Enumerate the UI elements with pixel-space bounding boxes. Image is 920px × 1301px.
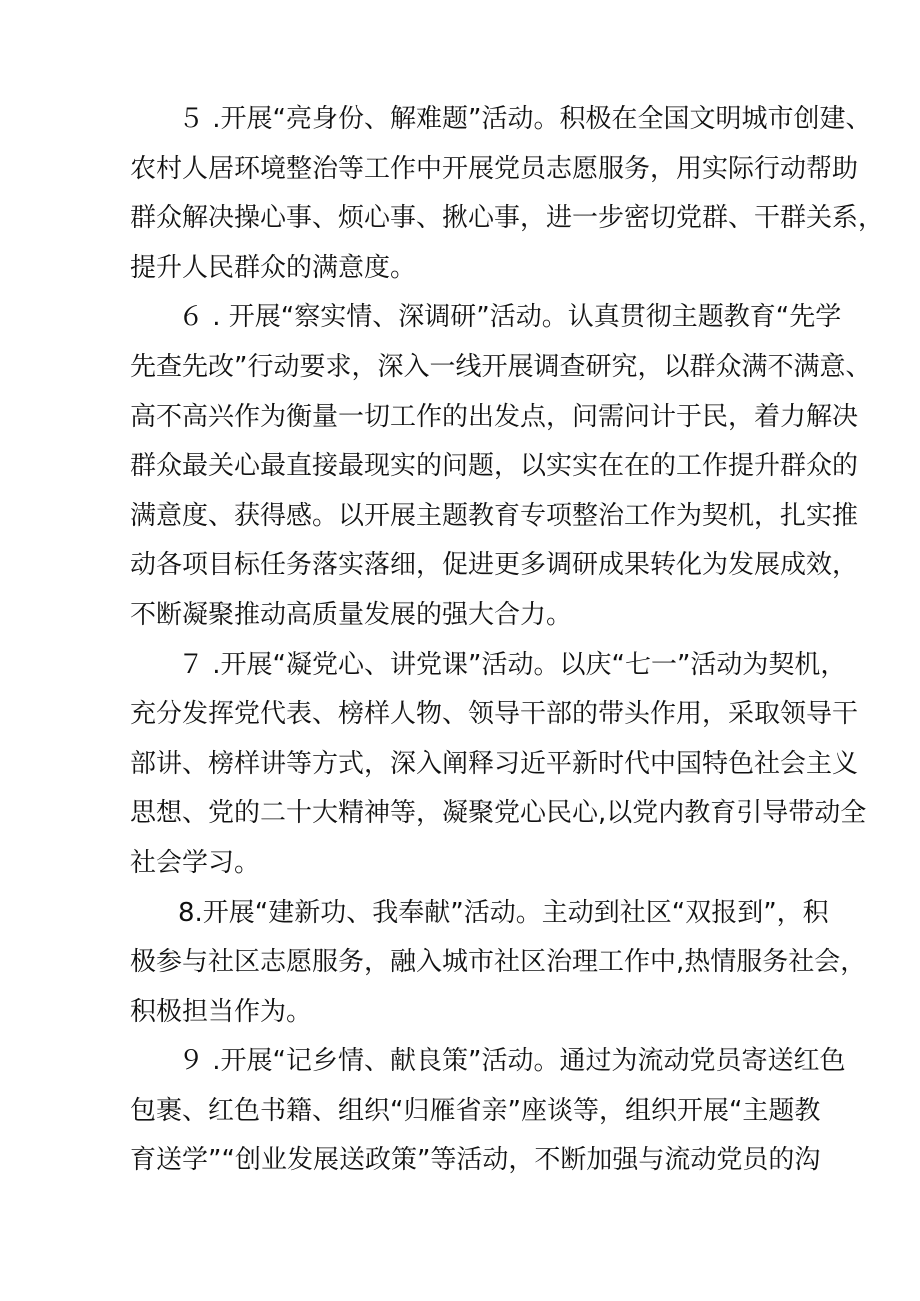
text-line: 农村人居环境整治等工作中开展党员志愿服务，用实际行动帮助 — [130, 153, 859, 184]
text-line: 提升人民群众的满意度。 — [130, 252, 417, 283]
text-line: 先查先改”行动要求，深入一线开展调查研究，以群众满不满意、 — [130, 351, 872, 382]
text-line: 满意度、获得感。以开展主题教育专项整治工作为契机，扎实推 — [130, 500, 859, 531]
text-line: 动各项目标任务落实落细，促进更多调研成果转化为发展成效， — [130, 550, 859, 581]
paragraph-item-8 — [130, 889, 867, 1038]
text-line: 充分发挥党代表、榜样人物、领导干部的带头作用，采取领导干 — [130, 699, 859, 730]
text-line: 部讲、榜样讲等方式，深入阐释习近平新时代中国特色社会主义 — [130, 748, 859, 779]
text-line: 极参与社区志愿服务，融入城市社区治理工作中,热情服务社会， — [130, 947, 867, 978]
text-line: ５ .开展“亮身份、解难题”活动。积极在全国文明城市创建、 — [178, 104, 872, 134]
text-line: 积极担当作为。 — [130, 996, 313, 1027]
text-line: 思想、党的二十大精神等，凝聚党心民心,以党内教育引导带动全 — [130, 798, 867, 829]
text-line: 育送学”“创业发展送政策”等活动，不断加强与流动党员的沟 — [130, 1145, 821, 1176]
text-line: 社会学习。 — [130, 847, 261, 878]
text-line: 群众最关心最直接最现实的问题，以实实在在的工作提升群众的 — [130, 451, 859, 482]
text-line: ７ .开展“凝党心、讲党课”活动。以庆“七一”活动为契机， — [178, 649, 847, 680]
text-line: ９ .开展“记乡情、献良策”活动。通过为流动党员寄送红色 — [178, 1046, 846, 1077]
text-line: 群众解决操心事、烦心事、揪心事，进一步密切党群、干群关系， — [130, 203, 885, 234]
paragraph-item-9 — [130, 1037, 846, 1186]
text-line: 8.开展“建新功、我奉献”活动。主动到社区“双报到”，积 — [178, 897, 829, 928]
text-line: 包裹、红色书籍、组织“归雁省亲”座谈等，组织开展“主题教 — [130, 1095, 821, 1126]
text-line: ６ . 开展“察实情、深调研”活动。认真贯彻主题教育“先学 — [178, 302, 842, 333]
text-line: 高不高兴作为衡量一切工作的出发点，问需问计于民，着力解决 — [130, 401, 859, 432]
document-body — [130, 95, 885, 1186]
paragraph-item-5 — [130, 95, 885, 293]
text-line: 不断凝聚推动高质量发展的强大合力。 — [130, 599, 573, 630]
paragraph-item-6 — [130, 293, 872, 640]
paragraph-item-7 — [130, 641, 867, 889]
